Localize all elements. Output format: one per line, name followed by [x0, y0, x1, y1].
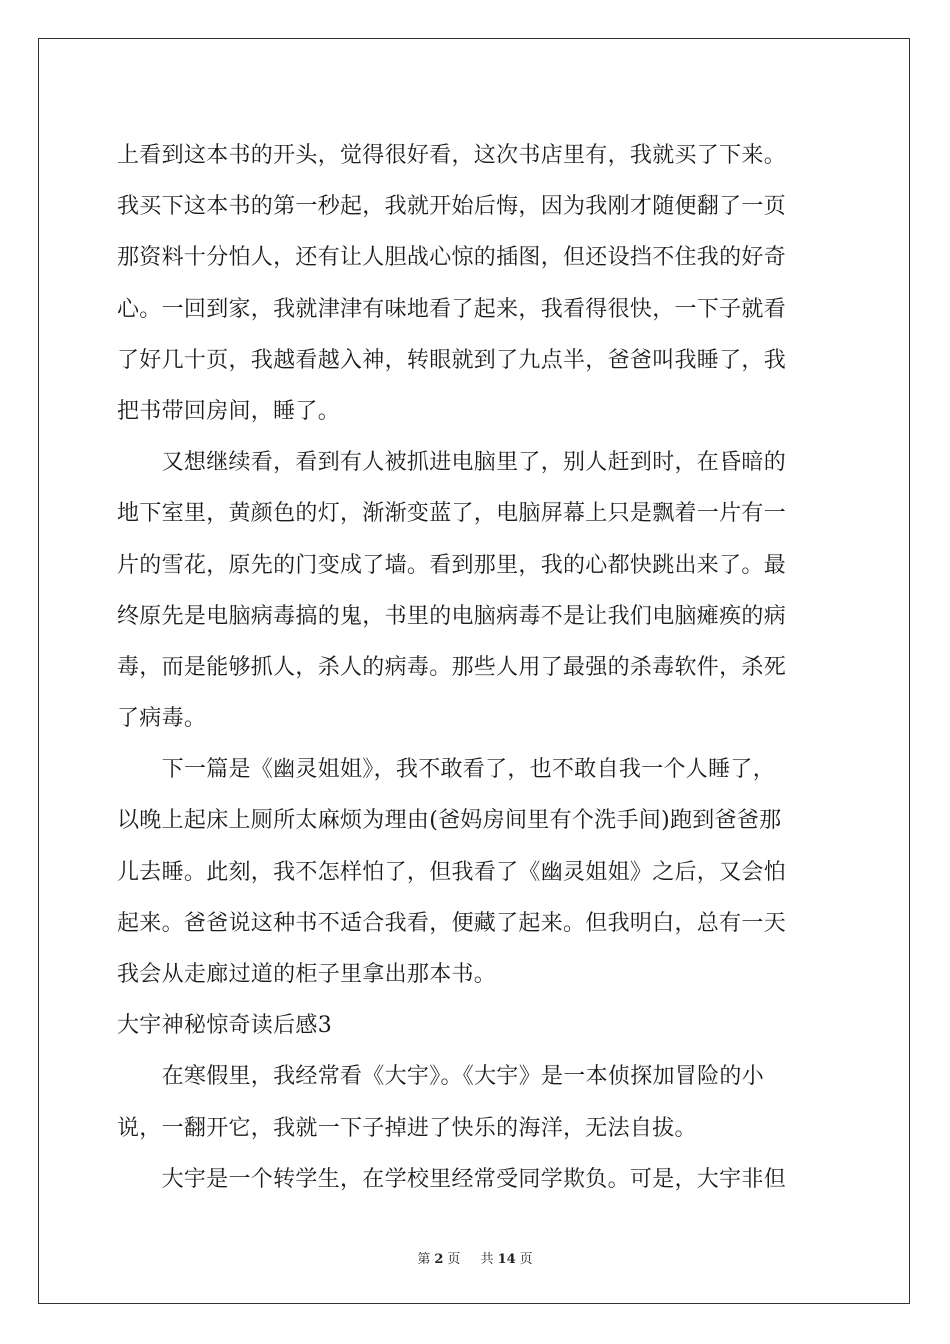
- text-line: 上看到这本书的开头，觉得很好看，这次书店里有，我就买了下来。: [117, 143, 787, 168]
- text-line: 把书带回房间，睡了。: [117, 398, 341, 424]
- text-line: 心。一回到家，我就津津有味地看了起来，我看得很快，一下子就看: [117, 296, 787, 322]
- text-line: 片的雪花，原先的门变成了墙。看到那里，我的心都快跳出来了。最: [117, 552, 787, 578]
- total-pages: 14: [497, 1252, 516, 1267]
- section-heading: 大宇神秘惊奇读后感3: [117, 1013, 332, 1039]
- text-line: 我买下这本书的第一秒起，我就开始后悔，因为我刚才随便翻了一页: [117, 194, 787, 220]
- text-line: 毒，而是能够抓人，杀人的病毒。那些人用了最强的杀毒软件，杀死: [117, 654, 787, 680]
- text-line: 起来。爸爸说这种书不适合我看，便藏了起来。但我明白，总有一天: [117, 910, 787, 936]
- total-prefix: 共: [480, 1252, 494, 1267]
- page-footer: [0, 1248, 950, 1267]
- total-indicator: [477, 1252, 537, 1267]
- text-line: 那资料十分怕人，还有让人胆战心惊的插图，但还设挡不住我的好奇: [117, 245, 787, 271]
- text-line: 儿去睡。此刻，我不怎样怕了，但我看了《幽灵姐姐》之后，又会怕: [117, 859, 787, 885]
- text-line: 在寒假里，我经常看《大宇》。《大宇》是一本侦探加冒险的小: [117, 1064, 765, 1090]
- text-line: 说，一翻开它，我就一下子掉进了快乐的海洋，无法自拔。: [117, 1115, 697, 1141]
- text-line: 大宇是一个转学生，在学校里经常受同学欺负。可是，大宇非但: [117, 1166, 787, 1192]
- page-prefix: 第: [417, 1252, 431, 1267]
- document-body: [117, 130, 837, 1205]
- page-suffix: 页: [447, 1252, 461, 1267]
- total-suffix: 页: [519, 1252, 533, 1267]
- text-line: 了好几十页，我越看越入神，转眼就到了九点半，爸爸叫我睡了，我: [117, 347, 787, 373]
- text-line: 下一篇是《幽灵姐姐》，我不敢看了，也不敢自我一个人睡了，: [117, 757, 776, 783]
- text-line: 我会从走廊过道的柜子里拿出那本书。: [117, 962, 497, 987]
- page-number: 2: [434, 1252, 444, 1267]
- text-line: 了病毒。: [117, 706, 207, 732]
- text-line: 又想继续看，看到有人被抓进电脑里了，别人赶到时，在昏暗的: [117, 450, 787, 476]
- text-line: 终原先是电脑病毒搞的鬼，书里的电脑病毒不是让我们电脑瘫痪的病: [117, 603, 787, 629]
- text-line: 地下室里，黄颜色的灯，渐渐变蓝了，电脑屏幕上只是飘着一片有一: [117, 501, 787, 527]
- text-line: 以晚上起床上厕所太麻烦为理由(爸妈房间里有个洗手间)跑到爸爸那: [117, 808, 782, 834]
- page-indicator: [413, 1252, 464, 1267]
